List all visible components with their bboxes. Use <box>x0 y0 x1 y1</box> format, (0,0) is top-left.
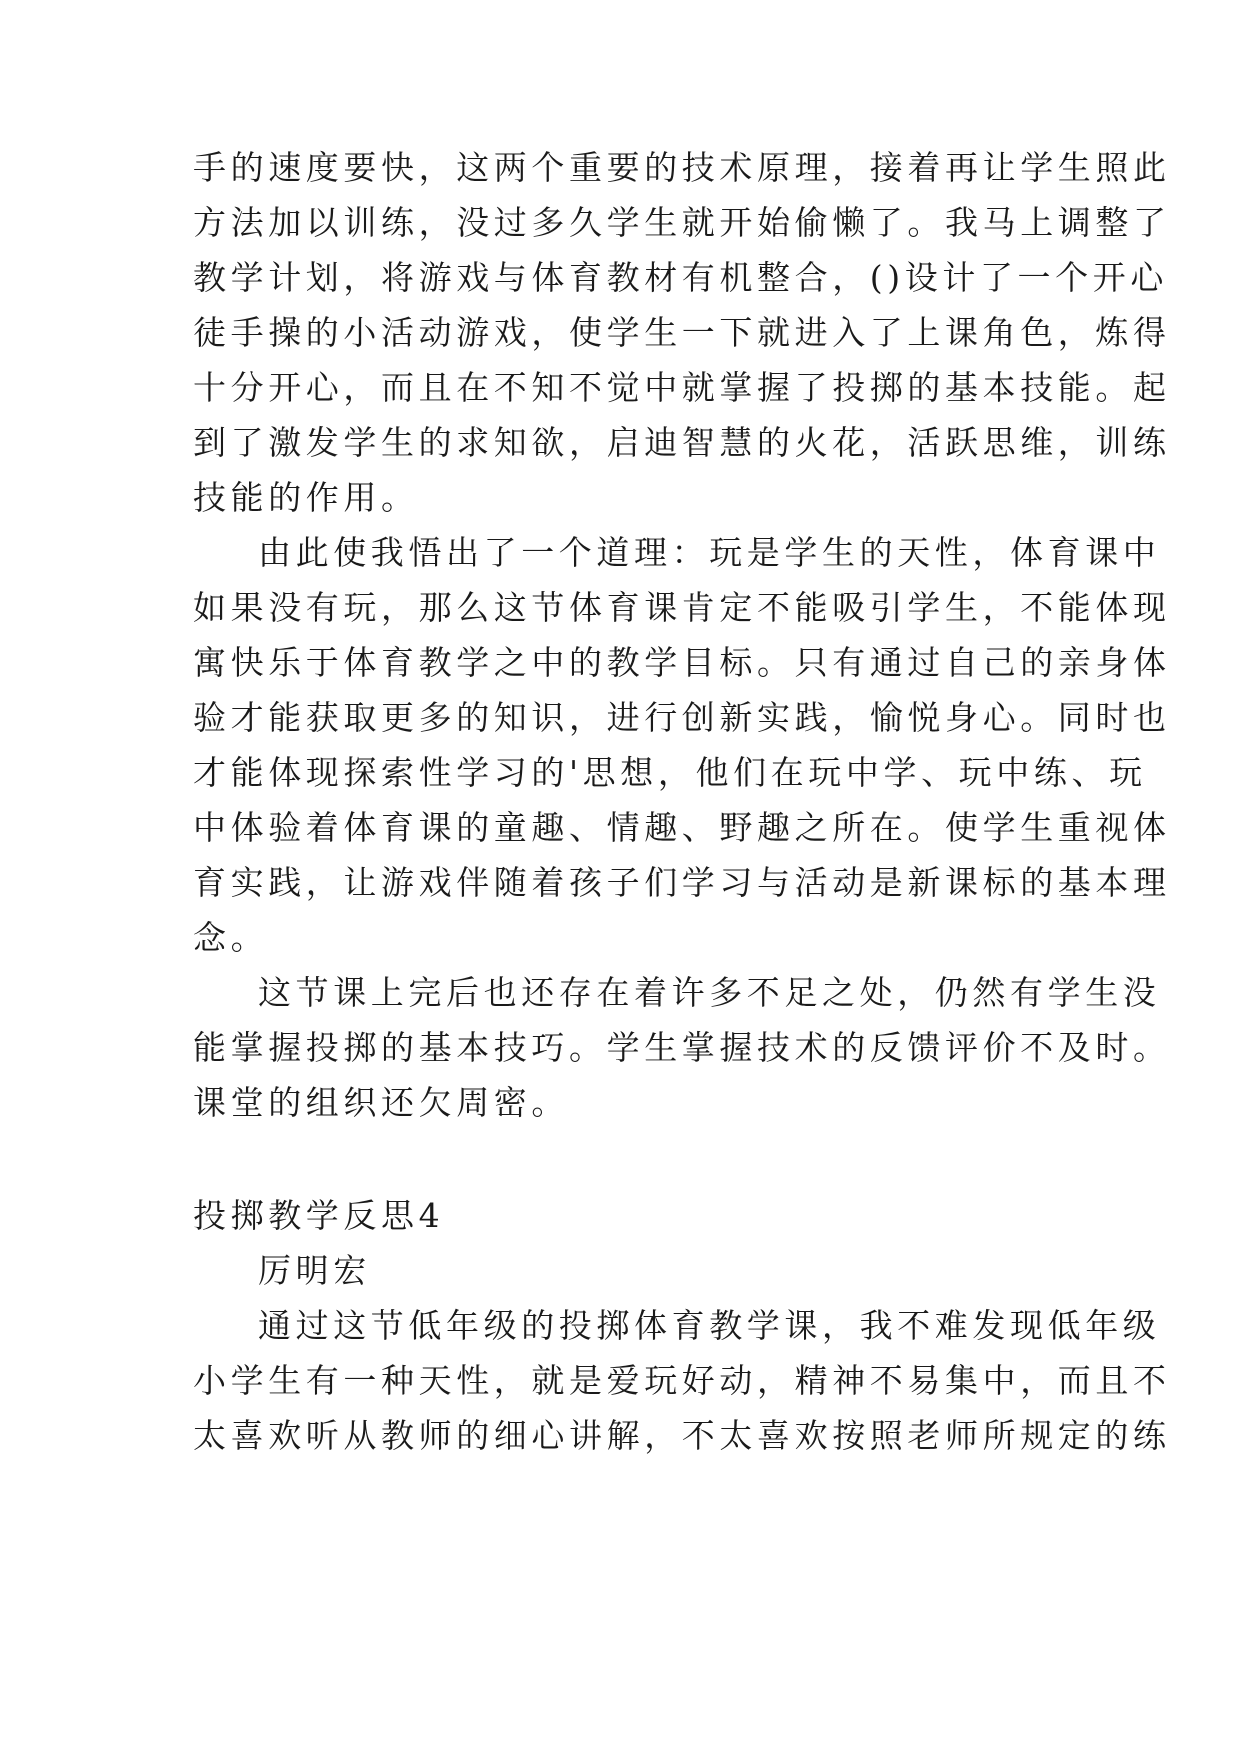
paragraph-line: 到了激发学生的求知欲，启迪智慧的火花，活跃思维，训练 <box>193 423 1171 462</box>
paragraph-line: 才能体现探索性学习的'思想，他们在玩中学、玩中练、玩 <box>193 753 1147 792</box>
paragraph-line: 手的速度要快，这两个重要的技术原理，接着再让学生照此 <box>193 148 1171 187</box>
paragraph-line: 十分开心，而且在不知不觉中就掌握了投掷的基本技能。起 <box>193 368 1171 407</box>
paragraph-line: 方法加以训练，没过多久学生就开始偷懒了。我马上调整了 <box>193 203 1171 242</box>
section-title: 投掷教学反思4 <box>193 1196 445 1235</box>
paragraph-line: 如果没有玩，那么这节体育课肯定不能吸引学生，不能体现 <box>193 588 1171 627</box>
paragraph-line: 课堂的组织还欠周密。 <box>193 1083 569 1122</box>
paragraph-line: 太喜欢听从教师的细心讲解，不太喜欢按照老师所规定的练 <box>193 1416 1171 1455</box>
paragraph-line: 能掌握投掷的基本技巧。学生掌握技术的反馈评价不及时。 <box>193 1028 1171 1067</box>
paragraph-line: 念。 <box>193 918 269 957</box>
author-name: 厉明宏 <box>258 1251 371 1290</box>
paragraph-line: 教学计划，将游戏与体育教材有机整合，()设计了一个开心 <box>193 258 1168 297</box>
paragraph-line: 这节课上完后也还存在着许多不足之处，仍然有学生没 <box>258 973 1161 1012</box>
paragraph-line: 验才能获取更多的知识，进行创新实践，愉悦身心。同时也 <box>193 698 1171 737</box>
paragraph-line: 通过这节低年级的投掷体育教学课，我不难发现低年级 <box>258 1306 1161 1345</box>
paragraph-line: 中体验着体育课的童趣、情趣、野趣之所在。使学生重视体 <box>193 808 1171 847</box>
paragraph-line: 小学生有一种天性，就是爱玩好动，精神不易集中，而且不 <box>193 1361 1171 1400</box>
paragraph-line: 寓快乐于体育教学之中的教学目标。只有通过自己的亲身体 <box>193 643 1171 682</box>
paragraph-line: 技能的作用。 <box>193 478 419 517</box>
paragraph-line: 徒手操的小活动游戏，使学生一下就进入了上课角色，炼得 <box>193 313 1171 352</box>
paragraph-line: 由此使我悟出了一个道理：玩是学生的天性，体育课中 <box>258 533 1161 572</box>
paragraph-line: 育实践，让游戏伴随着孩子们学习与活动是新课标的基本理 <box>193 863 1171 902</box>
